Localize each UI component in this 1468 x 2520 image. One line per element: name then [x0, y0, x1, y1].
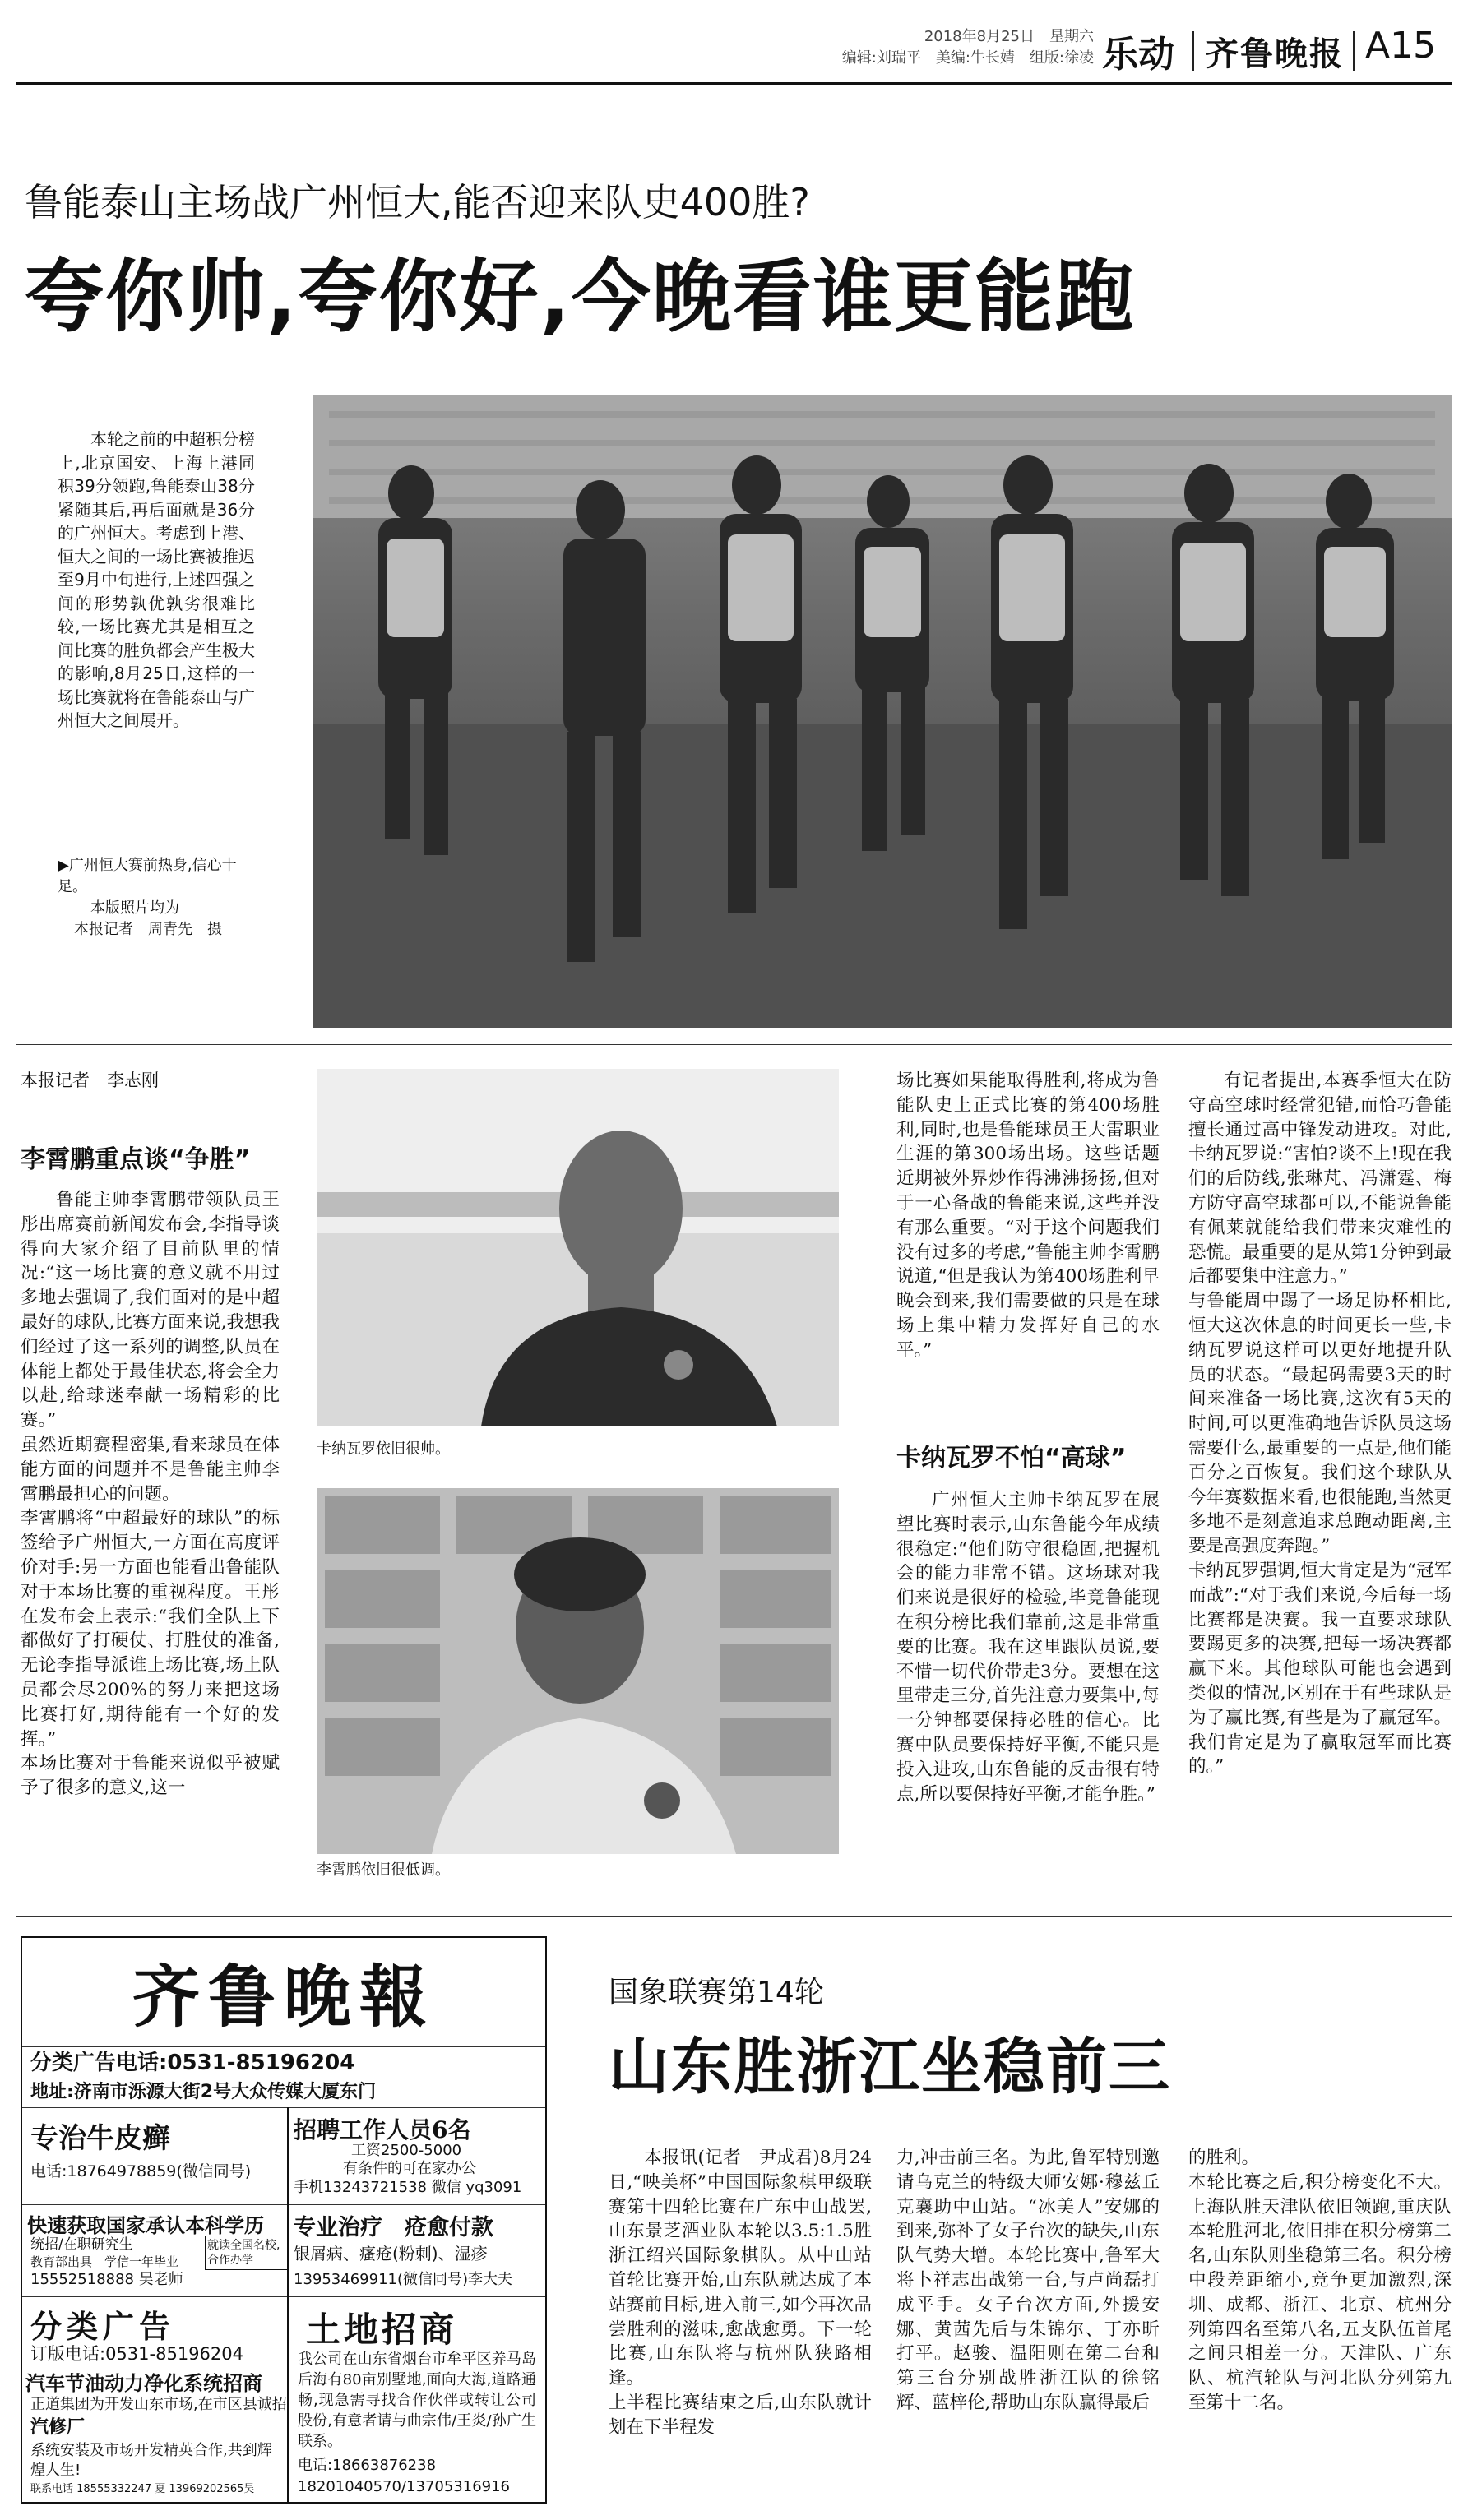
- ad-car-l1: 正道集团为开发山东市场,在市区县诚招: [30, 2396, 287, 2413]
- story2-column-3: 的胜利。 本轮比赛之后,积分榜变化不大。上海队胜天津队依旧领跑,重庆队本轮胜河北,依旧排在积分榜第二名,山东队则坐稳第三名。积分榜中段差距缩小,竞争更加激烈,深圳、成都、浙江、北京、杭州分列第四名至第八名,五支队伍首尾之间只相差一分。天津队、广东队、杭汽轮队与河北队分列第九至第十二名。: [1188, 2148, 1452, 2413]
- ad-rule: [287, 2296, 289, 2504]
- cannavaro-photo-image: [317, 1069, 839, 1426]
- ad-rule: [22, 2204, 545, 2205]
- subhead-1: 李霄鹏重点谈“争胜”: [21, 1145, 251, 1174]
- header-divider: [1192, 31, 1194, 71]
- story2-column-1: 本报讯(记者 尹成君)8月24日,“映美杯”中国国际象棋甲级联赛第十四轮比赛在广东中山战罢,山东景芝酒业队本轮以3.5:1.5胜浙江绍兴国际象棋队。从中山站首轮比赛开始,山东队就达成了本站赛前目标,进入前三,如今再次品尝胜利的滋味,愈战愈勇。下一轮比赛,山东队将与杭州队狭路相逢。 上半程比赛结束之后,山东队就计划在下半程发: [609, 2148, 872, 2438]
- section-name: 乐动: [1102, 34, 1174, 76]
- ad-psoriasis-title: 专治牛皮癣: [30, 2122, 170, 2155]
- ads-logo: 齐鲁晚報: [132, 1957, 435, 2037]
- ad-degree-title: 快速获取国家承认本科学历: [27, 2213, 264, 2237]
- ad-rule: [287, 2107, 289, 2204]
- ad-land-body: 我公司在山东省烟台市牟平区养马岛后海有80亩别墅地,面向大海,道路通畅,现急需寻找合作伙伴或转让公司股份,有意者请与曲宗伟/王炎/孙广生联系。: [298, 2351, 536, 2450]
- page-number: A15: [1365, 25, 1437, 67]
- story2-kicker: 国象联赛第14轮: [609, 1976, 824, 2009]
- classified-ads: [21, 1936, 547, 2504]
- ad-recruit-phone: 手机13243721538 微信 yq3091: [294, 2179, 522, 2196]
- byline: 本报记者 李志刚: [21, 1070, 159, 1090]
- li-xiaopeng-photo-image: [317, 1488, 839, 1854]
- cannavaro-photo: [317, 1069, 839, 1426]
- ad-address: 地址:济南市泺源大街2号大众传媒大厦东门: [30, 2082, 377, 2102]
- ad-rule: [287, 2204, 289, 2296]
- ad-rule: [22, 2046, 545, 2047]
- ad-degree-l1: 统招/在职研究生: [30, 2236, 133, 2253]
- ad-land-title: 土地招商: [306, 2310, 458, 2350]
- team-training-photo-image: [313, 395, 1452, 1028]
- story-intro: 本轮之前的中超积分榜上,北京国安、上海上港同积39分领跑,鲁能泰山38分紧随其后,再后面就是36分的广州恒大。考虑到上港、恒大之间的一场比赛被推迟至9月中旬进行,上述四强之间的形势孰优孰劣很难比较,一场比赛尤其是相互之间比赛的胜负都会产生极大的影响,8月25日,这样的一场比赛就将在鲁能泰山与广州恒大之间展开。: [58, 429, 255, 730]
- ad-land-phone-1: 电话:18663876238: [298, 2457, 437, 2474]
- newspaper-logo: 齐鲁晚报: [1206, 35, 1344, 73]
- issue-date: 2018年8月25日 星期六: [924, 28, 1094, 45]
- story-headline: 夸你帅,夸你好,今晚看谁更能跑: [25, 251, 1136, 343]
- photo-2-caption: 卡纳瓦罗依旧很帅。: [317, 1440, 450, 1458]
- ad-psoriasis-phone: 电话:18764978859(微信同号): [30, 2162, 252, 2180]
- subhead-2: 卡纳瓦罗不怕“高球”: [896, 1444, 1127, 1473]
- ad-recruit-salary: 工资2500-5000: [351, 2142, 462, 2159]
- ad-head-2: 分类广告: [30, 2308, 176, 2345]
- section-divider: [16, 1044, 1452, 1045]
- ad-phone-1: 分类广告电话:0531-85196204: [30, 2051, 355, 2075]
- ad-land-phone-2: 18201040570/13705316916: [298, 2478, 511, 2495]
- li-xiaopeng-photo: [317, 1488, 839, 1854]
- ad-clinic-phone: 13953469911(微信同号)李大夫: [294, 2271, 513, 2288]
- ad-car-l2: 汽修厂: [30, 2417, 86, 2438]
- ad-phone-2: 订版电话:0531-85196204: [30, 2344, 243, 2364]
- ad-recruit-title: 招聘工作人员6名: [294, 2116, 471, 2143]
- article-column-4: 有记者提出,本赛季恒大在防守高空球时经常犯错,而恰巧鲁能擅长通过高中锋发动进攻。对此,卡纳瓦罗说:“害怕?谈不上!现在我们的后防线,张琳芃、冯潇霆、梅方防守高空球都可以,不能说鲁能有佩莱就能给我们带来灾难性的恐慌。最重要的是从第1分钟到最后都要集中注意力。” 与鲁能周中踢了一场足协杯相比,恒大这次休息的时间更长一些,卡纳瓦罗说这样可以更好地提升队员的状态。“最起码需要3天的时间来准备一场比赛,这次有5天的时间,可以更准确地告诉队员这场需要什么,最重要的一点是,他们能百分之百恢复。我们这个球队从今年赛数据来看,也很能跑,当然更多地不是刻意追求总跑动距离,主要是高强度奔跑。” 卡纳瓦罗强调,恒大肯定是为“冠军而战”:“对于我们来说,今后每一场比赛都是决赛。我一直要求球队要踢更多的决赛,把每一场决赛都赢下来。其他球队可能也会遇到类似的情况,区别在于有些球队是为了赢比赛,有些是为了赢冠军。我们肯定是为了赢取冠军而比赛的。”: [1188, 1070, 1452, 1778]
- ad-car-phone: 联系电话 18555332247 夏 13969202565吴: [30, 2483, 255, 2495]
- ad-degree-phone: 15552518888 吴老师: [30, 2271, 183, 2288]
- header-rule: [16, 82, 1452, 85]
- article-column-1: 鲁能主帅李霄鹏带领队员王彤出席赛前新闻发布会,李指导谈得向大家介绍了目前队里的情况:“这一场比赛的意义就不用过多地去强调了,我们面对的是中超最好的球队,比赛方面来说,我想我们经过了这一系列的调整,队员在体能上都处于最佳状态,将会全力以赴,给球迷奉献一场精彩的比赛。” 虽然近期赛程密集,看来球员在体能方面的问题并不是鲁能主帅李霄鹏最担心的问题。 李霄鹏将“中超最好的球队”的标签给予广州恒大,一方面在高度评价对手:另一方面也能看出鲁能队对于本场比赛的重视程度。王彤在发布会上表示:“我们全队上下都做好了打硬仗、打胜仗的准备,无论李指导派谁上场比赛,场上队员都会尽200%的努力来把这场比赛打好,期待能有一个好的发挥。” 本场比赛对于鲁能来说似乎被赋予了很多的意义,这一: [21, 1190, 280, 1799]
- section-divider: [16, 1916, 1452, 1917]
- ad-rule: [22, 2296, 545, 2297]
- photo-3-caption: 李霄鹏依旧很低调。: [317, 1861, 450, 1879]
- ad-clinic-title: 专业治疗 疮愈付款: [294, 2215, 493, 2240]
- ad-car-title: 汽车节油动力净化系统招商: [25, 2371, 262, 2395]
- header-divider: [1353, 31, 1355, 71]
- story-kicker: 鲁能泰山主场战广州恒大,能否迎来队史400胜?: [25, 180, 810, 224]
- article-column-3b: 广州恒大主帅卡纳瓦罗在展望比赛时表示,山东鲁能今年成绩很稳定:“他们防守很稳固,把握机会的能力非常不错。这场球对我们来说是很好的检验,毕竟鲁能现在积分榜比我们靠前,这是非常重要的比赛。我在这里跟队员说,要不惜一切代价带走3分。要想在这里带走三分,首先注意力要集中,每一分钟都要保持必胜的信心。比赛中队员要保持好平衡,不能只是投入进攻,山东鲁能的反击很有特点,所以要保持好平衡,才能争胜。”: [896, 1490, 1160, 1805]
- photo-caption: ▶广州恒大赛前热身,信心十足。 本版照片均为 本报记者 周青先 摄: [58, 857, 237, 938]
- ad-recruit-home: 有条件的可在家办公: [343, 2160, 476, 2177]
- ad-rule: [22, 2107, 545, 2108]
- ad-clinic-l1: 银屑病、瘙疮(粉刺)、湿疹: [294, 2244, 488, 2263]
- ad-degree-side: 就读全国名校,合作办学: [205, 2236, 288, 2270]
- team-training-photo: [313, 395, 1452, 1028]
- ad-degree-l2: 教育部出具 学信一年毕业: [30, 2254, 179, 2269]
- editor-credits: 编辑:刘瑞平 美编:牛长婧 组版:徐凌: [841, 49, 1094, 67]
- story2-headline: 山东胜浙江坐稳前三: [609, 2032, 1171, 2102]
- ad-car-l3: 系统安装及市场开发精英合作,共到辉煌人生!: [30, 2442, 272, 2479]
- article-column-3: 场比赛如果能取得胜利,将成为鲁能队史上正式比赛的第400场胜利,同时,也是鲁能球员王大雷职业生涯的第300场出场。这些话题近期被外界炒作得沸沸扬扬,但对于一心备战的鲁能来说,这些并没有那么重要。“对于这个问题我们没有过多的考虑,”鲁能主帅李霄鹏说道,“但是我认为第400场胜利早晚会到来,我们需要做的只是在球场上集中精力发挥好自己的水平。”: [896, 1070, 1160, 1361]
- story2-column-2: 力,冲击前三名。为此,鲁军特别邀请乌克兰的特级大师安娜·穆兹丘克襄助中山站。“冰美人”安娜的到来,弥补了女子台次的缺失,山东队气势大增。本轮比赛中,鲁军大将卜祥志出战第一台,与卢尚磊打成平手。女子台次方面,外援安娜、黄茜先后与朱锦尔、丁亦昕打平。赵骏、温阳则在第二台和第三台分别战胜浙江队的徐铭辉、蓝梓伦,帮助山东队赢得最后: [896, 2148, 1160, 2413]
